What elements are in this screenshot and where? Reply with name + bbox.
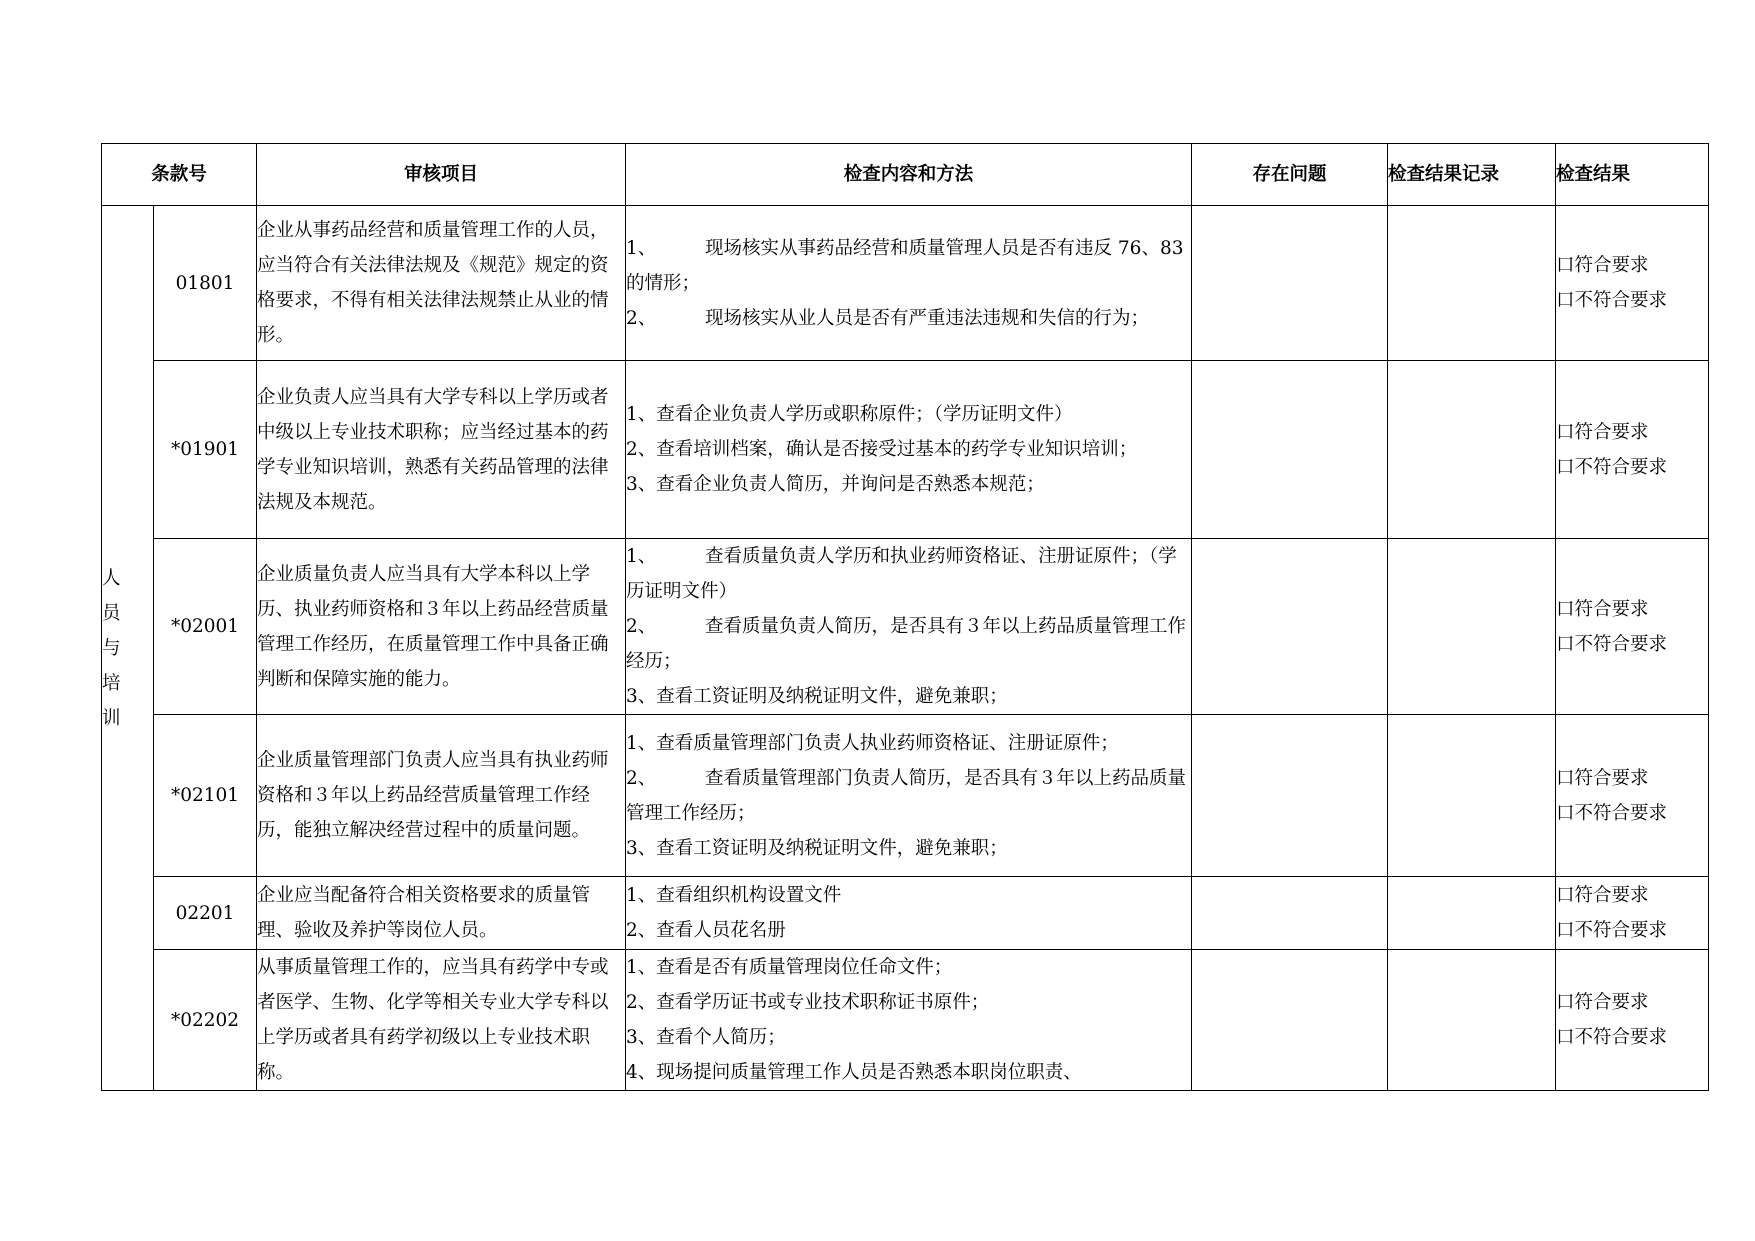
issues-cell xyxy=(1192,715,1388,877)
method-cell xyxy=(626,877,1192,950)
clause-code: *02001 xyxy=(154,539,257,715)
audit-item-text: 企业质量管理部门负责人应当具有执业药师资格和３年以上药品经营质量管理工作经历，能独立解决经营过程中的质量问题。 xyxy=(257,715,626,877)
method-line xyxy=(626,432,1191,467)
clause-code: *02101 xyxy=(154,715,257,877)
header-method: 检查内容和方法 xyxy=(626,144,1192,206)
table-row xyxy=(102,877,1709,950)
method-text: 查看企业负责人学历或职称原件；（学历证明文件） xyxy=(656,404,1073,425)
result-cell xyxy=(1556,950,1709,1091)
record-cell xyxy=(1388,715,1556,877)
method-text: 查看质量管理部门负责人简历，是否具有３年以上药品质量管理工作经历； xyxy=(626,767,1187,824)
record-cell xyxy=(1388,950,1556,1091)
table-row xyxy=(102,950,1709,1091)
category-cell: 人员与培训 xyxy=(102,206,154,1091)
result-fail-checkbox[interactable]: 口不符合要求 xyxy=(1556,633,1668,655)
method-number: 2、 xyxy=(626,307,657,329)
method-number: 3、 xyxy=(626,474,657,495)
header-audit-item: 审核项目 xyxy=(257,144,626,206)
audit-item-text: 从事质量管理工作的，应当具有药学中专或者医学、生物、化学等相关专业大学专科以上学历或者具有药学初级以上专业技术职称。 xyxy=(257,950,626,1091)
audit-checklist-table xyxy=(101,143,1709,1091)
method-number: 1、 xyxy=(626,732,657,754)
method-text: 查看个人简历； xyxy=(656,1027,786,1048)
audit-item-text: 企业应当配备符合相关资格要求的质量管理、验收及养护等岗位人员。 xyxy=(257,877,626,950)
result-cell xyxy=(1556,877,1709,950)
method-line xyxy=(626,831,1191,866)
method-line xyxy=(626,679,1191,714)
result-pass-checkbox[interactable]: 口符合要求 xyxy=(1556,421,1649,443)
record-cell xyxy=(1388,539,1556,715)
method-cell xyxy=(626,950,1192,1091)
result-fail-checkbox[interactable]: 口不符合要求 xyxy=(1556,290,1668,311)
table-row xyxy=(102,206,1709,361)
header-record: 检查结果记录 xyxy=(1388,144,1556,206)
method-line xyxy=(626,609,1191,679)
clause-code: 01801 xyxy=(154,206,257,361)
method-text: 查看学历证书或专业技术职称证书原件； xyxy=(656,992,990,1013)
result-cell xyxy=(1556,206,1709,361)
method-text: 查看质量管理部门负责人执业药师资格证、注册证原件； xyxy=(656,732,1119,754)
method-number: 3、 xyxy=(626,837,657,859)
audit-item-text: 企业质量负责人应当具有大学本科以上学历、执业药师资格和３年以上药品经营质量管理工作经历，在质量管理工作中具备正确判断和保障实施的能力。 xyxy=(257,539,626,715)
result-cell xyxy=(1556,361,1709,539)
method-line xyxy=(626,231,1191,301)
method-line xyxy=(626,878,1191,913)
method-line xyxy=(626,467,1191,502)
method-number: 2、 xyxy=(626,992,657,1013)
method-text: 查看培训档案，确认是否接受过基本的药学专业知识培训； xyxy=(656,439,1138,460)
audit-item-text: 企业从事药品经营和质量管理工作的人员，应当符合有关法律法规及《规范》规定的资格要求，不得有相关法律法规禁止从业的情形。 xyxy=(257,206,626,361)
audit-item-text: 企业负责人应当具有大学专科以上学历或者中级以上专业技术职称；应当经过基本的药学专业知识培训，熟悉有关药品管理的法律法规及本规范。 xyxy=(257,361,626,539)
result-pass-checkbox[interactable]: 口符合要求 xyxy=(1556,992,1649,1013)
table-body xyxy=(102,206,1709,1091)
method-text: 现场核实从业人员是否有严重违法违规和失信的行为； xyxy=(705,307,1150,329)
method-text: 查看质量负责人学历和执业药师资格证、注册证原件；（学历证明文件） xyxy=(626,546,1177,602)
method-number: 2、 xyxy=(626,616,657,637)
table-row xyxy=(102,361,1709,539)
result-pass-checkbox[interactable]: 口符合要求 xyxy=(1556,255,1649,276)
method-text: 查看工资证明及纳税证明文件，避免兼职； xyxy=(656,837,1008,859)
record-cell xyxy=(1388,877,1556,950)
method-cell xyxy=(626,539,1192,715)
record-cell xyxy=(1388,361,1556,539)
method-text: 现场核实从事药品经营和质量管理人员是否有违反 76、83 的情形； xyxy=(626,237,1184,294)
result-fail-checkbox[interactable]: 口不符合要求 xyxy=(1556,920,1668,941)
clause-code: 02201 xyxy=(154,877,257,950)
method-cell xyxy=(626,206,1192,361)
result-pass-checkbox[interactable]: 口符合要求 xyxy=(1556,885,1649,906)
method-line xyxy=(626,539,1191,609)
method-text: 查看人员花名册 xyxy=(656,920,786,941)
issues-cell xyxy=(1192,877,1388,950)
result-pass-checkbox[interactable]: 口符合要求 xyxy=(1556,767,1649,789)
method-line xyxy=(626,397,1191,432)
method-number: 3、 xyxy=(626,1027,657,1048)
record-cell xyxy=(1388,206,1556,361)
issues-cell xyxy=(1192,206,1388,361)
method-text: 查看是否有质量管理岗位任命文件； xyxy=(656,957,953,978)
header-result: 检查结果 xyxy=(1556,144,1709,206)
result-cell xyxy=(1556,539,1709,715)
header-row xyxy=(102,144,1709,206)
method-number: 2、 xyxy=(626,920,657,941)
method-number: 1、 xyxy=(626,237,657,259)
method-cell xyxy=(626,715,1192,877)
method-line xyxy=(626,301,1191,336)
method-line xyxy=(626,1020,1191,1055)
header-issues: 存在问题 xyxy=(1192,144,1388,206)
method-text: 查看质量负责人简历，是否具有３年以上药品质量管理工作经历； xyxy=(626,616,1187,672)
method-line xyxy=(626,1055,1191,1090)
result-fail-checkbox[interactable]: 口不符合要求 xyxy=(1556,456,1668,478)
method-number: 2、 xyxy=(626,439,657,460)
table-row xyxy=(102,539,1709,715)
method-number: 2、 xyxy=(626,767,657,789)
method-text: 查看组织机构设置文件 xyxy=(656,885,842,906)
method-line xyxy=(626,761,1191,831)
result-fail-checkbox[interactable]: 口不符合要求 xyxy=(1556,802,1668,824)
result-pass-checkbox[interactable]: 口符合要求 xyxy=(1556,598,1649,620)
clause-code: *01901 xyxy=(154,361,257,539)
method-number: 1、 xyxy=(626,546,657,567)
method-number: 1、 xyxy=(626,885,657,906)
method-line xyxy=(626,985,1191,1020)
result-cell xyxy=(1556,715,1709,877)
clause-code: *02202 xyxy=(154,950,257,1091)
method-number: 3、 xyxy=(626,686,657,707)
method-number: 4、 xyxy=(626,1062,657,1083)
method-text: 查看工资证明及纳税证明文件，避免兼职； xyxy=(656,686,1008,707)
method-line xyxy=(626,726,1191,761)
issues-cell xyxy=(1192,950,1388,1091)
issues-cell xyxy=(1192,361,1388,539)
method-line xyxy=(626,950,1191,985)
method-number: 1、 xyxy=(626,957,657,978)
result-fail-checkbox[interactable]: 口不符合要求 xyxy=(1556,1027,1668,1048)
method-text: 查看企业负责人简历，并询问是否熟悉本规范； xyxy=(656,474,1045,495)
table-row xyxy=(102,715,1709,877)
method-cell xyxy=(626,361,1192,539)
method-number: 1、 xyxy=(626,404,657,425)
header-clause-no: 条款号 xyxy=(102,144,257,206)
method-text: 现场提问质量管理工作人员是否熟悉本职岗位职责、 xyxy=(656,1062,1082,1083)
method-line xyxy=(626,913,1191,948)
issues-cell xyxy=(1192,539,1388,715)
